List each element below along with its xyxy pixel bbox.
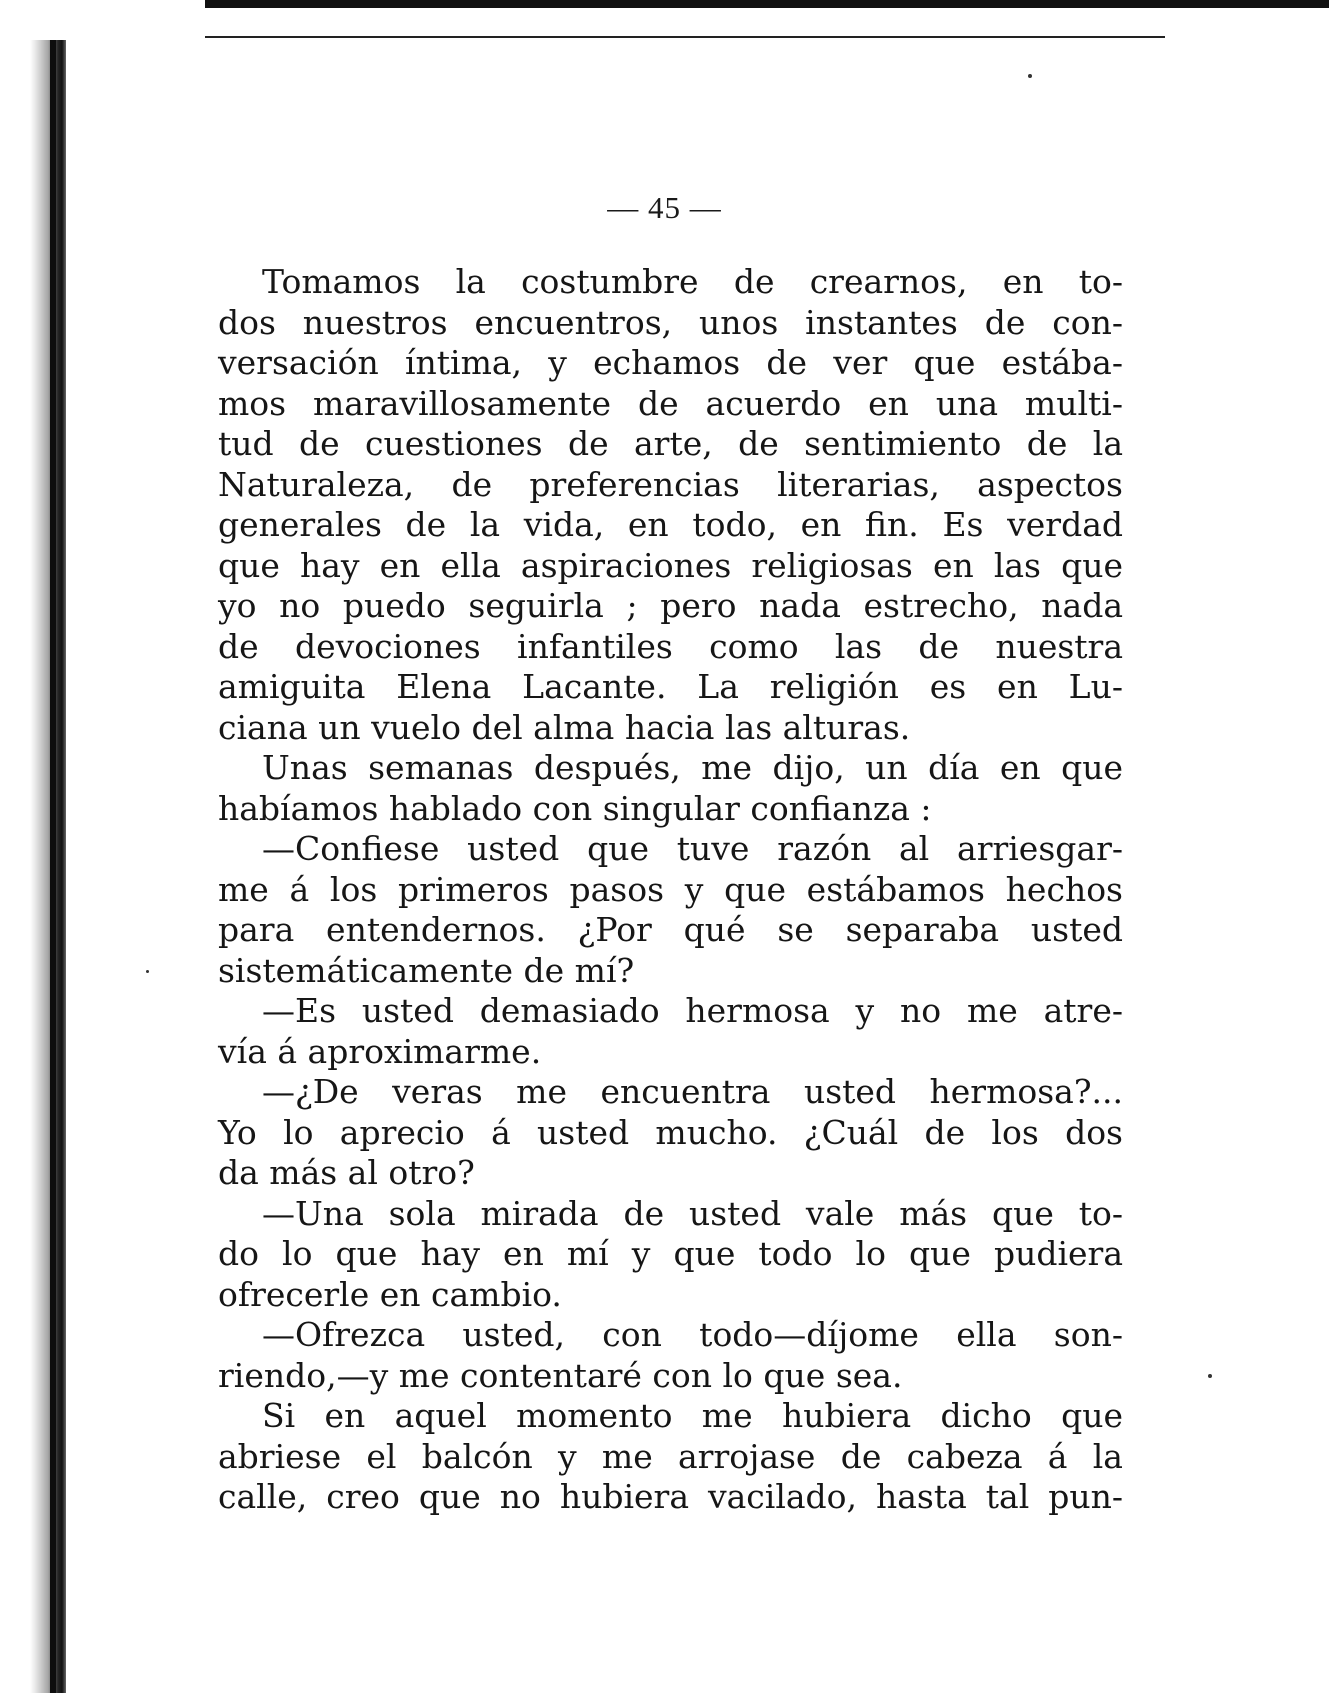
text-line: ciana un vuelo del alma hacia las alturas. [218, 707, 911, 747]
binding-edge [50, 40, 56, 1693]
text-line: sistemáticamente de mí? [218, 950, 635, 990]
text-line: calle, creo que no hubiera vacilado, hasta tal pun- [218, 1477, 1123, 1516]
text-line: —Es usted demasiado hermosa y no me atre- [262, 991, 1123, 1030]
text-line: ofrecerle en cambio. [218, 1274, 562, 1314]
text-line: yo no puedo seguirla ; pero nada estrecho, nada [218, 586, 1123, 625]
top-border-line [205, 36, 1165, 38]
text-line: do lo que hay en mí y que todo lo que pudiera [218, 1234, 1123, 1273]
text-line: habíamos hablado con singular confianza : [218, 788, 932, 828]
text-line: generales de la vida, en todo, en fin. Es verdad [218, 505, 1123, 544]
scan-speck [146, 970, 149, 973]
text-line: que hay en ella aspiraciones religiosas en las que [218, 545, 1123, 585]
text-line: me á los primeros pasos y que estábamos hechos [218, 869, 1123, 909]
text-line: riendo,—y me contentaré con lo que sea. [218, 1355, 903, 1395]
text-line: vía á aproximarme. [218, 1031, 542, 1071]
text-line: Unas semanas después, me dijo, un día en que [262, 748, 1123, 787]
text-line: dos nuestros encuentros, unos instantes de con- [218, 302, 1123, 342]
text-line: Yo lo aprecio á usted mucho. ¿Cuál de los dos [218, 1112, 1123, 1152]
body-text [218, 262, 1123, 1518]
text-line: Naturaleza, de preferencias literarias, aspectos [218, 464, 1123, 504]
text-line: Tomamos la costumbre de crearnos, en to- [262, 262, 1123, 301]
scan-speck [1208, 1374, 1212, 1378]
text-line: abriese el balcón y me arrojase de cabeza á la [218, 1436, 1123, 1476]
text-line: —Ofrezca usted, con todo—díjome ella son- [262, 1315, 1123, 1354]
text-line: —¿De veras me encuentra usted hermosa?... [262, 1072, 1123, 1111]
page-number: — 45 — [607, 190, 722, 225]
text-line: versación íntima, y echamos de ver que estába- [218, 343, 1123, 382]
text-line: de devociones infantiles como las de nuestra [218, 626, 1123, 666]
text-line: da más al otro? [218, 1153, 475, 1192]
text-line: —Confiese usted que tuve razón al arriesgar- [262, 829, 1123, 868]
text-line: amiguita Elena Lacante. La religión es en Lu- [218, 667, 1123, 706]
top-border [205, 0, 1329, 8]
text-line: mos maravillosamente de acuerdo en una multi- [218, 383, 1123, 423]
text-line: Si en aquel momento me hubiera dicho que [262, 1396, 1123, 1435]
text-line: tud de cuestiones de arte, de sentimiento de la [218, 424, 1123, 463]
text-line: para entendernos. ¿Por qué se separaba usted [218, 910, 1123, 949]
scan-speck [1028, 74, 1032, 78]
binding-shadow [30, 40, 66, 1693]
text-line: —Una sola mirada de usted vale más que to- [262, 1193, 1123, 1233]
